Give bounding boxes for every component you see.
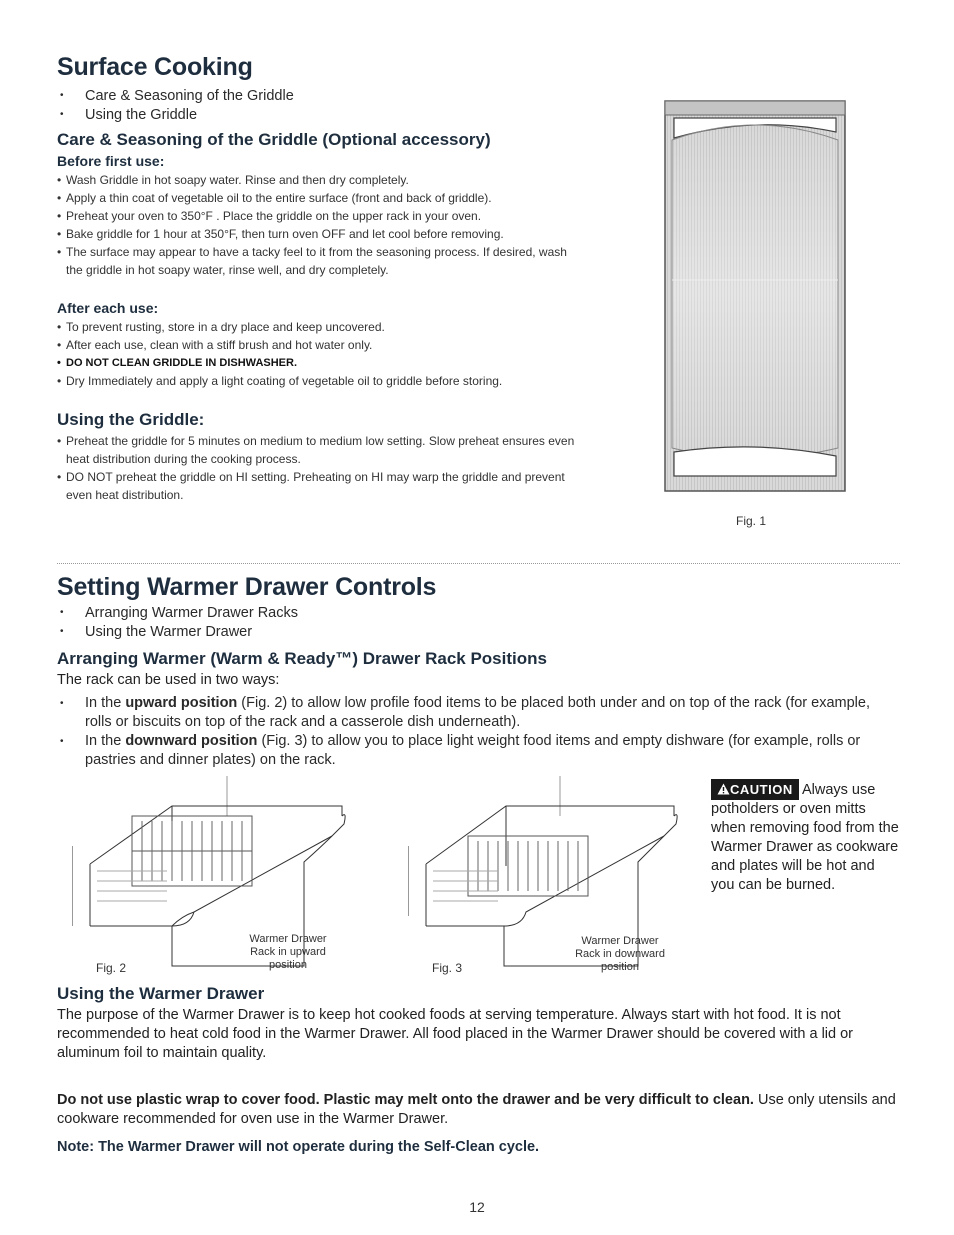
fig1-caption: Fig. 1 (736, 514, 767, 528)
using-warmer-heading: Using the Warmer Drawer (57, 984, 265, 1003)
list-item: • DO NOT preheat the griddle on HI setting. Preheating on HI may warp the griddle and prevent even heat distribution. (57, 468, 589, 504)
list-item: • The surface may appear to have a tacky feel to it from the seasoning process. If desired, wash the griddle in hot soapy water, rinse well, and dry completely. (57, 243, 586, 279)
fig3-label: Warmer Drawer Rack in downward position (575, 935, 665, 973)
list-item: • Bake griddle for 1 hour at 350°F, then turn oven OFF and let cool before removing. (57, 225, 597, 243)
list-item: • Wash Griddle in hot soapy water. Rinse and then dry completely. (57, 171, 597, 189)
self-clean-note: Note: The Warmer Drawer will not operate during the Self-Clean cycle. (57, 1139, 540, 1155)
list-item: • After each use, clean with a stiff brush and hot water only. (57, 336, 617, 354)
section-title-warmer: Setting Warmer Drawer Controls (57, 573, 437, 601)
page-number: 12 (469, 1199, 485, 1215)
list-item: • Preheat your oven to 350°F . Place the griddle on the upper rack in your oven. (57, 207, 597, 225)
using-griddle-list (57, 432, 589, 504)
section-divider (57, 563, 900, 564)
upward-position-item: • In the upward position (Fig. 2) to allow low profile food items to be placed both under and on top of the rack (for example, rolls or biscuits on top of the rack and a casserole dish underneath). (57, 694, 899, 732)
rack-position-list (57, 694, 899, 770)
warning-triangle-icon (717, 783, 730, 795)
after-use-list (57, 318, 617, 390)
warmer-toc (57, 604, 617, 641)
griddle-illustration (664, 100, 846, 492)
fig2-caption: Fig. 2 (96, 961, 127, 975)
caution-badge: CAUTION (711, 779, 799, 800)
list-item: • Apply a thin coat of vegetable oil to the entire surface (front and back of griddle). (57, 189, 597, 207)
using-griddle-heading: Using the Griddle: (57, 410, 205, 429)
toc-item: • Care & Seasoning of the Griddle (57, 87, 617, 106)
arrange-heading: Arranging Warmer (Warm & Ready™) Drawer Rack Positions (57, 649, 547, 668)
fig2-label: Warmer Drawer Rack in upward position (249, 933, 327, 971)
caution-notice: CAUTION Always use potholders or oven mitts when removing food from the Warmer Drawer as cookware and plates will be hot and you can be burned. (711, 779, 901, 895)
arrange-intro: The rack can be used in two ways: (57, 672, 280, 688)
before-use-label: Before first use: (57, 153, 165, 169)
plastic-wrap-warning: Do not use plastic wrap to cover food. Plastic may melt onto the drawer and be very difficult to clean. Use only utensils and cookware recommended for oven use in the Warmer Drawer. (57, 1092, 896, 1127)
toc-item: • Arranging Warmer Drawer Racks (57, 604, 617, 623)
dishwasher-warning: • DO NOT CLEAN GRIDDLE IN DISHWASHER. (57, 354, 617, 372)
toc-item: • Using the Warmer Drawer (57, 623, 617, 642)
toc-item: • Using the Griddle (57, 106, 617, 125)
list-item: • Preheat the griddle for 5 minutes on medium to medium low setting. Slow preheat ensures even heat distribution during the cooking process. (57, 432, 589, 468)
surface-toc (57, 87, 617, 124)
downward-position-item: • In the downward position (Fig. 3) to allow you to place light weight food items and empty dishware (for example, rolls or pastries and dinner plates) on the rack. (57, 732, 899, 770)
care-heading: Care & Seasoning of the Griddle (Optional accessory) (57, 130, 491, 149)
using-warmer-paragraph: The purpose of the Warmer Drawer is to keep hot cooked foods at serving temperature. Always start with hot food. It is not recommended to heat cold food in the Warmer Drawer. All food placed in the Warmer Drawer should be covered with a lid or aluminum foil to maintain quality. (57, 1007, 853, 1061)
section-title-surface-cooking: Surface Cooking (57, 53, 253, 81)
before-use-list (57, 171, 597, 279)
list-item: • To prevent rusting, store in a dry place and keep uncovered. (57, 318, 617, 336)
fig3-caption: Fig. 3 (432, 961, 463, 975)
after-use-label: After each use: (57, 300, 159, 316)
list-item: • Dry Immediately and apply a light coating of vegetable oil to griddle before storing. (57, 372, 617, 390)
